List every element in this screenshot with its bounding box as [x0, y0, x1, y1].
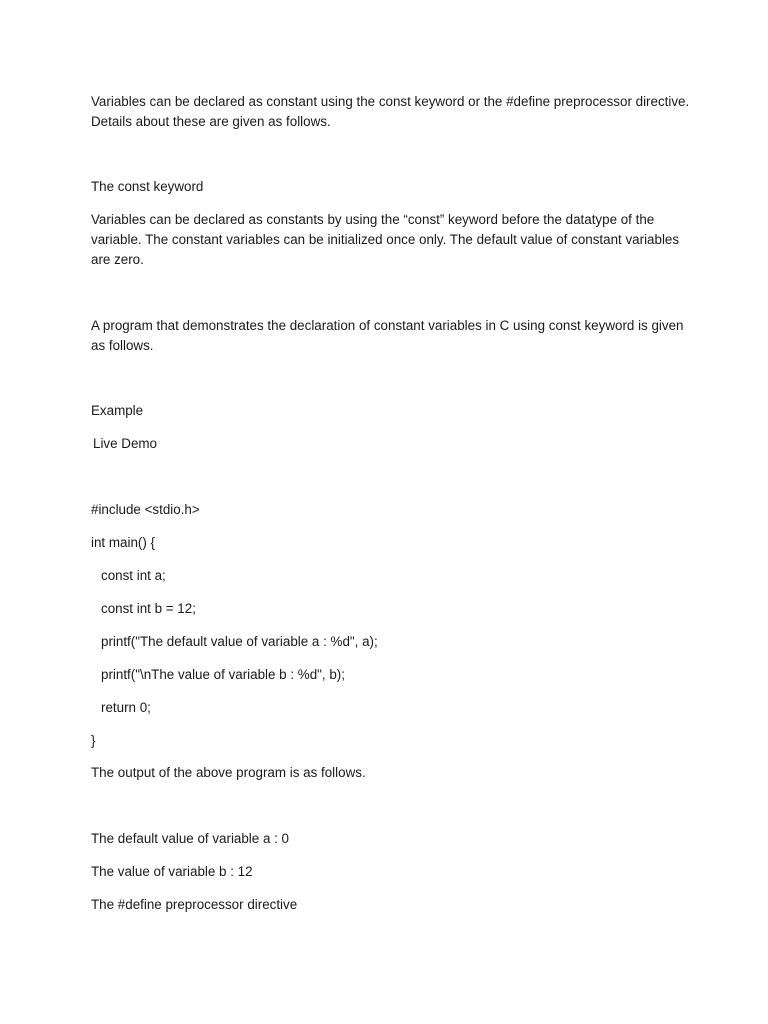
code-line: int main() {	[91, 535, 155, 550]
intro-paragraph: Variables can be declared as constant using the const keyword or the #define preprocessor directive. Details about these are given as follows.	[91, 94, 693, 129]
code-line: }	[91, 733, 96, 748]
const-keyword-heading: The const keyword	[91, 179, 204, 194]
example-label: Example	[91, 403, 144, 418]
program-intro-paragraph: A program that demonstrates the declaration of constant variables in C using const keyword is given as follows.	[91, 318, 688, 353]
live-demo-link[interactable]: Live Demo	[93, 436, 158, 451]
code-line: const int b = 12;	[101, 601, 196, 616]
code-line: const int a;	[101, 568, 166, 583]
code-line: printf("\nThe value of variable b : %d", b);	[101, 667, 345, 682]
code-line: printf("The default value of variable a : %d", a);	[101, 634, 378, 649]
output-line: The value of variable b : 12	[91, 864, 253, 879]
code-line: #include <stdio.h>	[91, 502, 200, 517]
const-description-paragraph: Variables can be declared as constants by using the “const” keyword before the datatype of the variable. The constant variables can be initialized once only. The default value of constant variables are zero.	[91, 212, 683, 267]
output-intro-paragraph: The output of the above program is as follows.	[91, 765, 366, 780]
output-line: The default value of variable a : 0	[91, 831, 290, 846]
code-line: return 0;	[101, 700, 151, 715]
define-directive-heading: The #define preprocessor directive	[91, 897, 298, 912]
